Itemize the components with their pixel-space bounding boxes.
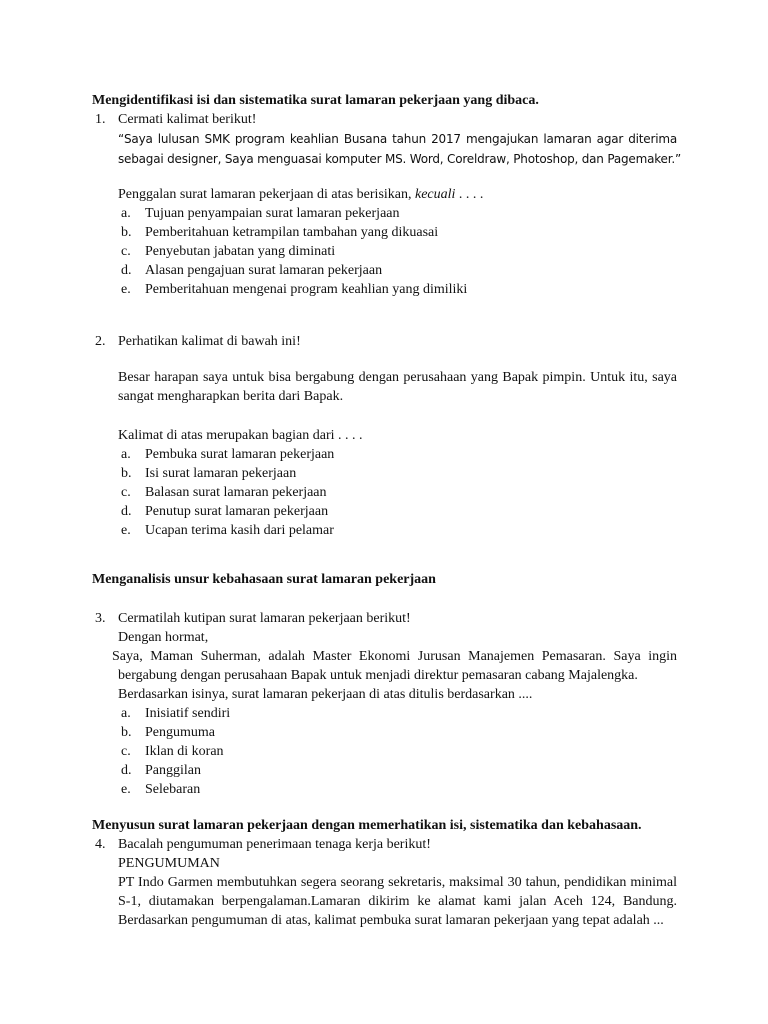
option-letter: b. xyxy=(121,725,132,740)
question-3-prompt: Berdasarkan isinya, surat lamaran pekerjaan di atas ditulis berdasarkan .... xyxy=(118,687,533,702)
option-text: Iklan di koran xyxy=(145,744,224,759)
question-2-passage-line: sangat mengharapkan berita dari Bapak. xyxy=(118,389,344,404)
option-letter: d. xyxy=(121,504,132,519)
question-number-1: 1. xyxy=(95,112,106,127)
option-letter: a. xyxy=(121,706,131,721)
option-text: Ucapan terima kasih dari pelamar xyxy=(145,523,334,538)
option-text: Penyebutan jabatan yang diminati xyxy=(145,244,336,259)
option-text: Pemberitahuan ketrampilan tambahan yang dikuasai xyxy=(145,225,439,240)
question-3-instruction: Cermatilah kutipan surat lamaran pekerjaan berikut! xyxy=(118,611,411,626)
section-heading-analyze: Menganalisis unsur kebahasaan surat lamaran pekerjaan xyxy=(92,572,436,587)
option-letter: a. xyxy=(121,206,131,221)
question-2-passage-line: Besar harapan saya untuk bisa bergabung dengan perusahaan yang Bapak pimpin. Untuk itu, saya xyxy=(118,370,677,385)
option-letter: e. xyxy=(121,523,131,538)
option-letter: c. xyxy=(121,485,131,500)
option-text: Inisiatif sendiri xyxy=(145,706,231,721)
option-letter: c. xyxy=(121,244,131,259)
announcement-title: PENGUMUMAN xyxy=(118,856,220,871)
option-text: Selebaran xyxy=(145,782,201,797)
option-text: Tujuan penyampaian surat lamaran pekerjaan xyxy=(145,206,400,221)
option-letter: d. xyxy=(121,263,132,278)
question-4-passage-line: S-1, diutamakan berpengalaman.Lamaran dikirim ke alamat kami jalan Aceh 124, Bandung. xyxy=(118,894,677,909)
option-letter: d. xyxy=(121,763,132,778)
question-number-2: 2. xyxy=(95,334,106,349)
option-text: Alasan pengajuan surat lamaran pekerjaan xyxy=(145,263,383,278)
emphasis-word: kecuali xyxy=(415,187,456,202)
option-letter: b. xyxy=(121,225,132,240)
question-number-3: 3. xyxy=(95,611,106,626)
question-4-prompt: Berdasarkan pengumuman di atas, kalimat pembuka surat lamaran pekerjaan yang tepat adalah ... xyxy=(118,913,664,928)
option-letter: e. xyxy=(121,782,131,797)
question-3-passage-line: Saya, Maman Suherman, adalah Master Ekonomi Jurusan Manajemen Pemasaran. Saya ingin xyxy=(112,649,677,664)
option-letter: e. xyxy=(121,282,131,297)
option-letter: b. xyxy=(121,466,132,481)
option-text: Balasan surat lamaran pekerjaan xyxy=(145,485,327,500)
option-letter: c. xyxy=(121,744,131,759)
option-text: Isi surat lamaran pekerjaan xyxy=(145,466,297,481)
question-1-instruction: Cermati kalimat berikut! xyxy=(118,112,257,127)
question-1-quote-line: sebagai designer, Saya menguasai komputer MS. Word, Coreldraw, Photoshop, dan Pagemaker.” xyxy=(118,152,681,166)
question-3-passage-line: bergabung dengan perusahaan Bapak untuk menjadi direktur pemasaran cabang Majalengka. xyxy=(118,668,638,683)
option-text: Pembuka surat lamaran pekerjaan xyxy=(145,447,335,462)
option-text: Pemberitahuan mengenai program keahlian yang dimiliki xyxy=(145,282,468,297)
section-heading-compose: Menyusun surat lamaran pekerjaan dengan memerhatikan isi, sistematika dan kebahasaan. xyxy=(92,818,642,833)
question-4-passage-line: PT Indo Garmen membutuhkan segera seorang sekretaris, maksimal 30 tahun, pendidikan minimal xyxy=(118,875,677,890)
question-2-instruction: Perhatikan kalimat di bawah ini! xyxy=(118,334,301,349)
option-text: Pengumuma xyxy=(145,725,215,740)
section-heading-identify: Mengidentifikasi isi dan sistematika surat lamaran pekerjaan yang dibaca. xyxy=(92,93,539,108)
question-number-4: 4. xyxy=(95,837,106,852)
question-2-prompt: Kalimat di atas merupakan bagian dari . . . . xyxy=(118,428,363,443)
question-4-instruction: Bacalah pengumuman penerimaan tenaga kerja berikut! xyxy=(118,837,431,852)
option-text: Penutup surat lamaran pekerjaan xyxy=(145,504,329,519)
question-1-quote-line: “Saya lulusan SMK program keahlian Busana tahun 2017 mengajukan lamaran agar diterima xyxy=(118,132,677,146)
question-3-salutation: Dengan hormat, xyxy=(118,630,209,645)
option-text: Panggilan xyxy=(145,763,201,778)
option-letter: a. xyxy=(121,447,131,462)
question-1-prompt: Penggalan surat lamaran pekerjaan di atas berisikan, kecuali . . . . xyxy=(118,187,484,202)
